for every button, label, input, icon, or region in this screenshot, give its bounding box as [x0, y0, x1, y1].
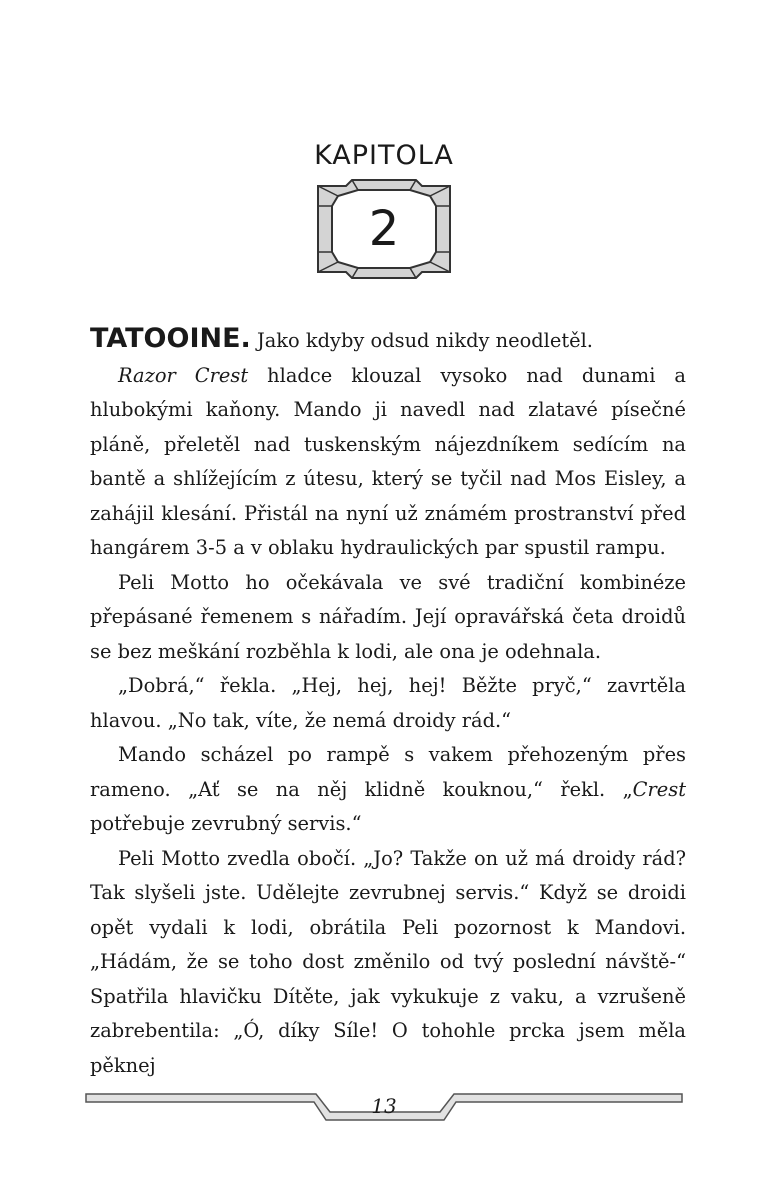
- chapter-label: KAPITOLA: [314, 140, 454, 171]
- ship-name-short: Crest: [632, 777, 686, 801]
- page-number: 13: [371, 1094, 397, 1118]
- body-text: [90, 322, 686, 1083]
- page-footer: [0, 1086, 768, 1126]
- paragraph-6: Peli Motto zvedla obočí. „Jo? Takže on už má droidy rád? Tak slyšeli jste. Udělejte zevrubnej servis.“ Když se droidi opět vydali k lodi, obrátila Peli pozornost k Mandovi. „Hádám, že se toho dost změnilo od tvý poslední návště-“ Spatřila hlavičku Dítěte, jak vykukuje z vaku, a vzrušeně zabrebentila: „Ó, díky Síle! O tohohle prcka jsem měla pěknej: [90, 846, 686, 1077]
- ship-name: Razor Crest: [118, 363, 249, 387]
- paragraph-5: [90, 738, 686, 842]
- paragraph-5-text-b: potřebuje zevrubný servis.“: [90, 812, 362, 835]
- paragraph-3: Peli Motto ho očekávala ve své tradiční kombinéze přepásané řemenem s nářadím. Její opravářská četa droidů se bez meškání rozběhla k lodi, ale ona je odehnala.: [90, 570, 686, 663]
- paragraph-5-text-a: Mando scházel po rampě s vakem přehozeným přes rameno. „Ať se na něj klidně kouknou,“ řekl. „: [90, 743, 686, 801]
- paragraph-2-text: hladce klouzal vysoko nad dunami a hlubokými kaňony. Mando ji navedl nad zlatavé písečné pláně, přeletěl nad tuskenským nájezdníkem sedícím na bantě a shlížejícím z útesu, který se tyčil nad Mos Eisley, a zahájil klesání. Přistál na nyní už známém prostranství před hangárem 3-5 a v oblaku hydraulických par spustil rampu.: [90, 363, 686, 559]
- chapter-number-badge: [316, 178, 452, 280]
- paragraph-1-text: Jako kdyby odsud nikdy neodletěl.: [250, 329, 593, 352]
- paragraph-4: „Dobrá,“ řekla. „Hej, hej, hej! Běžte pryč,“ zavrtěla hlavou. „No tak, víte, že nemá droidy rád.“: [90, 674, 686, 732]
- chapter-number: 2: [368, 201, 400, 257]
- paragraph-2: [90, 359, 686, 566]
- paragraph-1: [90, 322, 686, 359]
- lead-word: TATOOINE.: [90, 323, 251, 354]
